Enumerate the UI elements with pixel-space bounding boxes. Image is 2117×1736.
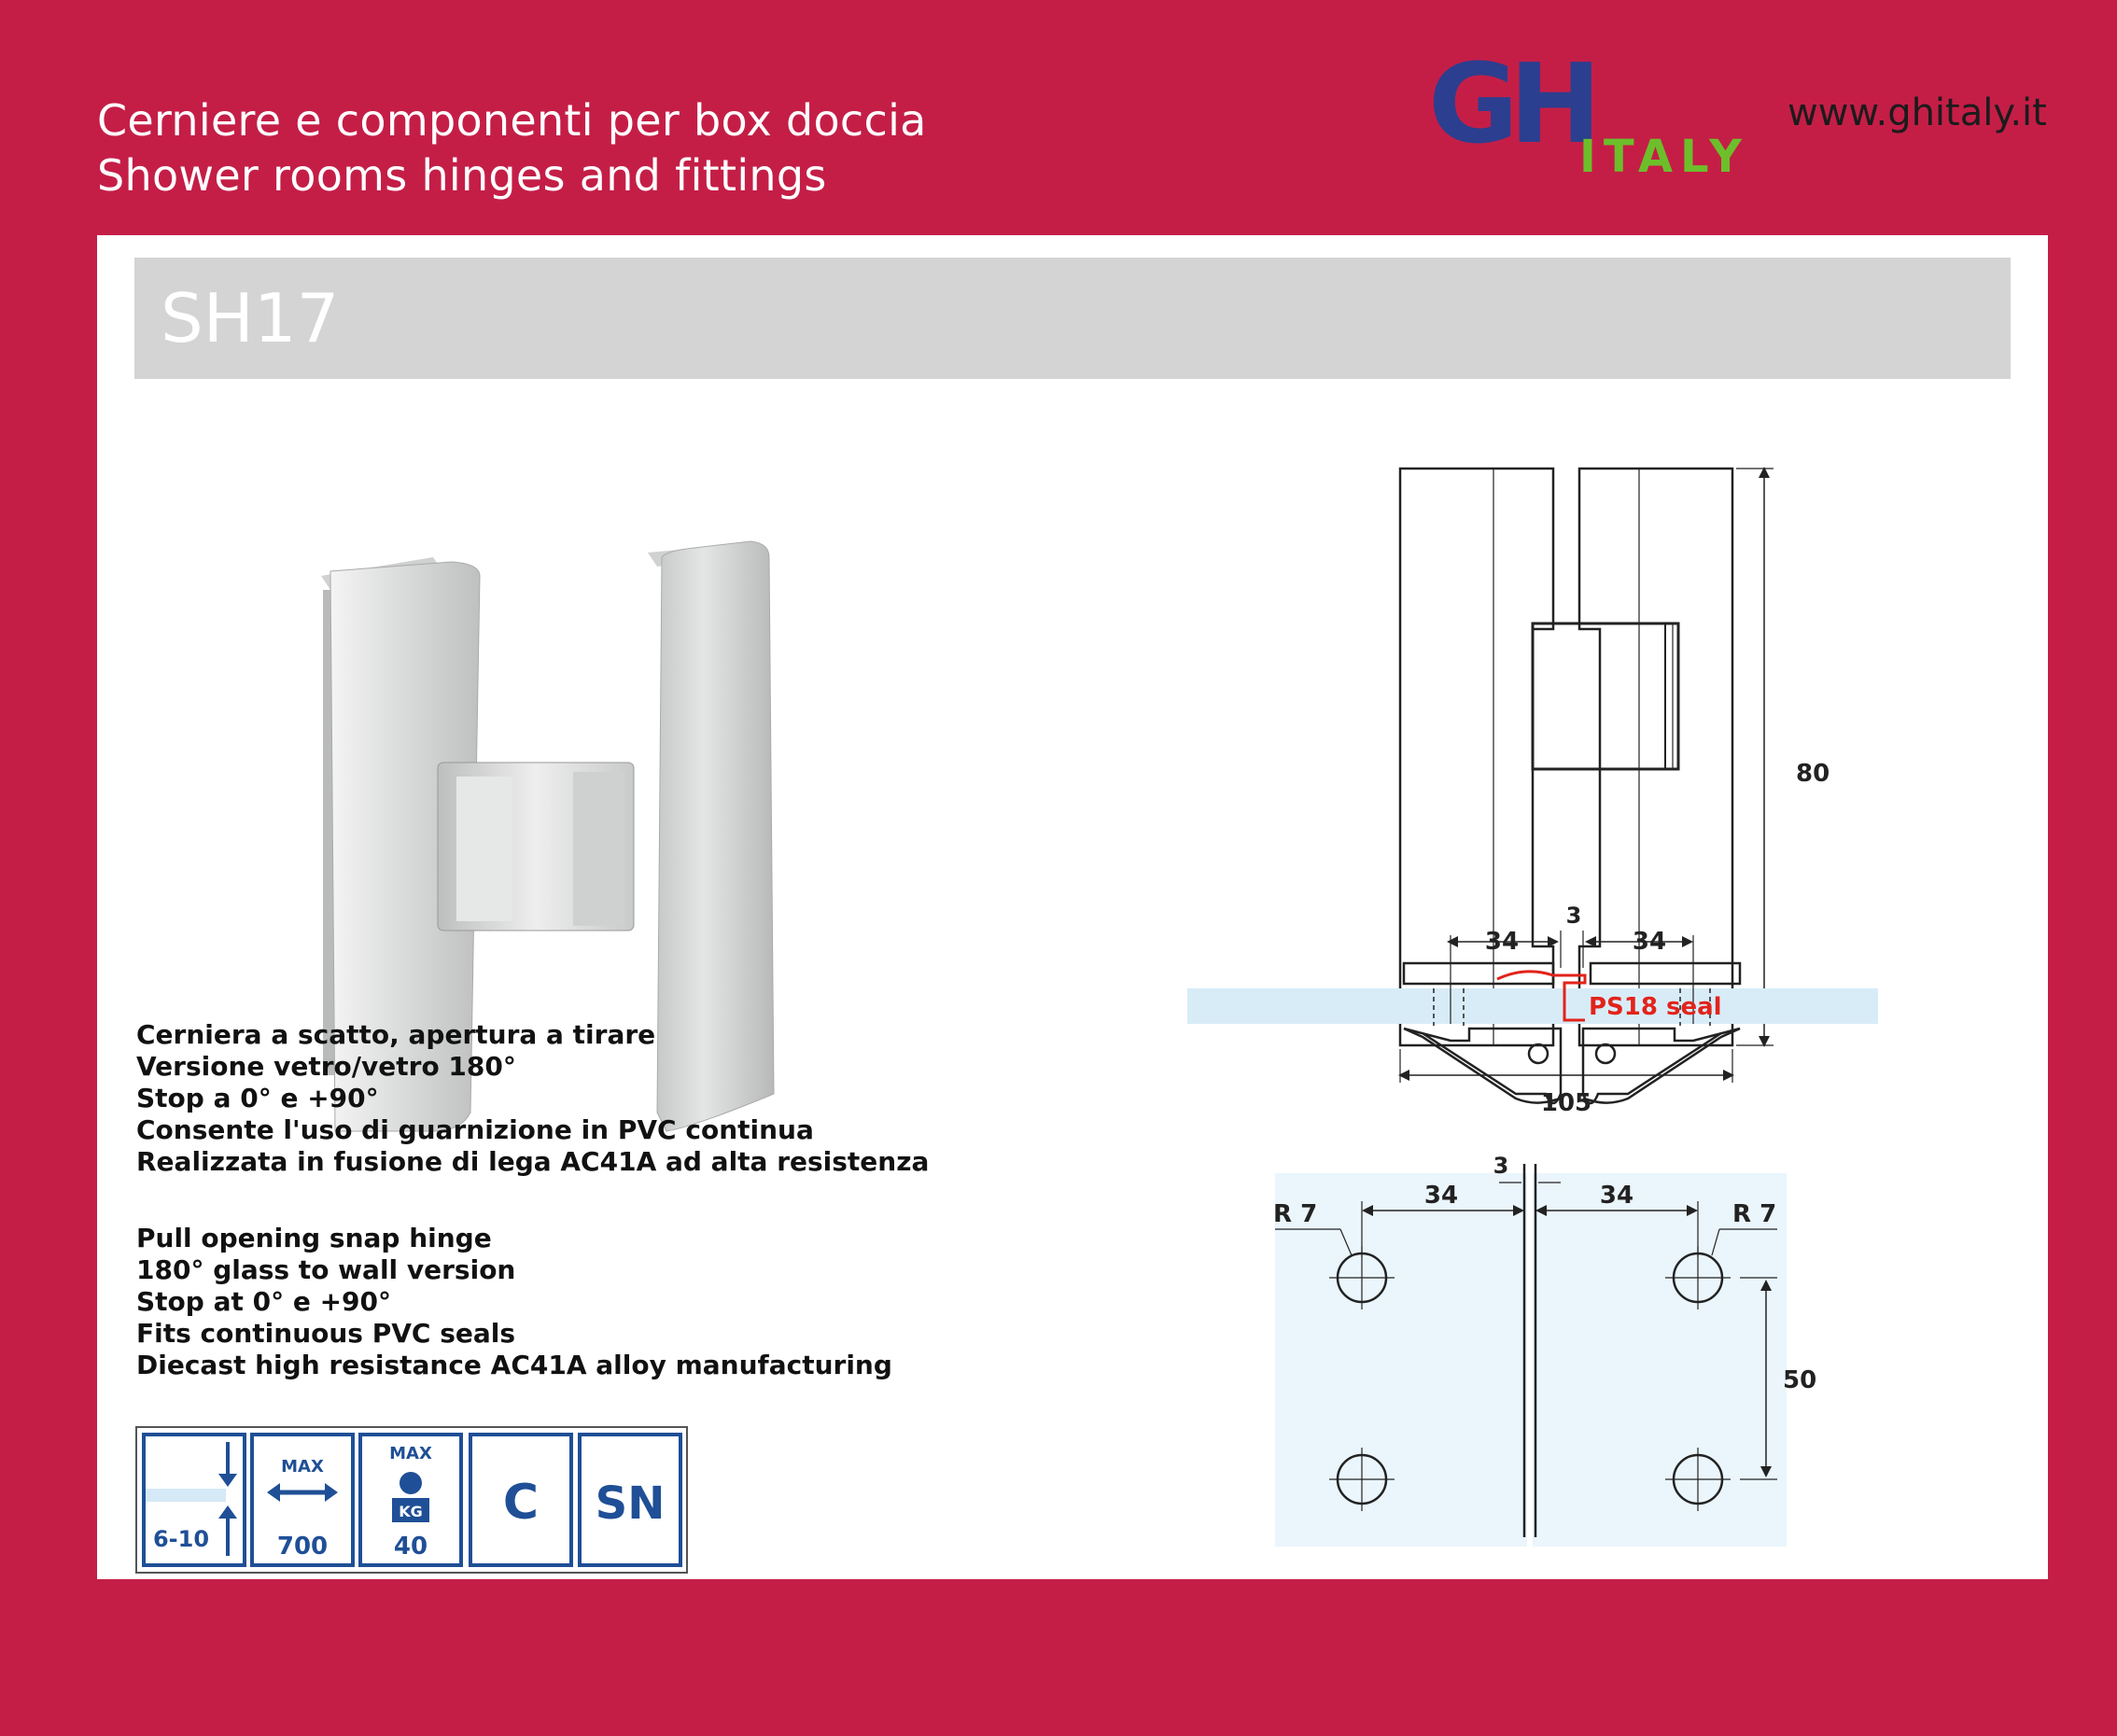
weight-unit: KG: [399, 1503, 423, 1520]
header-title-en: Shower rooms hinges and fittings: [97, 150, 827, 201]
desc-it-line: Cerniera a scatto, apertura a tirare: [136, 1019, 656, 1050]
finish-satin-nickel-icon: [580, 1435, 680, 1565]
description-italian: [136, 1019, 929, 1178]
desc-en-line: 180° glass to wall version: [136, 1254, 516, 1285]
website-link[interactable]: www.ghitaly.it: [1788, 91, 2047, 134]
logo-italy-text: ITALY: [1579, 131, 1749, 177]
hole-radius-right: R 7: [1732, 1200, 1777, 1228]
glass-thickness-value: 6-10: [152, 1526, 210, 1552]
seal-label: PS18 seal: [1589, 993, 1722, 1021]
product-code: SH17: [161, 279, 340, 357]
description-english: [136, 1223, 892, 1381]
dimension-width: 105: [1540, 1089, 1592, 1113]
max-width-label: MAX: [281, 1457, 324, 1477]
desc-en-line: Fits continuous PVC seals: [136, 1318, 516, 1349]
content-panel: [97, 235, 2048, 1579]
hole-dim-right: 34: [1599, 1182, 1634, 1210]
section-dim-left: 34: [1484, 928, 1520, 956]
desc-en-line: Diecast high resistance AC41A alloy manufacturing: [136, 1350, 892, 1380]
desc-it-line: Versione vetro/vetro 180°: [136, 1051, 516, 1082]
hole-radius-left: R 7: [1273, 1200, 1318, 1228]
desc-en-line: Stop at 0° e +90°: [136, 1286, 391, 1317]
product-title-bar: [134, 258, 2011, 379]
header-title-it: Cerniere e componenti per box doccia: [97, 95, 927, 146]
hole-dim-gap: 3: [1493, 1153, 1509, 1179]
spec-icons: [134, 1425, 694, 1575]
section-dim-gap: 3: [1565, 903, 1582, 929]
desc-it-line: Consente l'uso di guarnizione in PVC continua: [136, 1114, 814, 1145]
section-dim-right: 34: [1632, 928, 1667, 956]
max-weight-label: MAX: [389, 1444, 432, 1463]
hole-pattern-drawing: [1255, 1145, 2001, 1565]
hole-spacing: 50: [1783, 1366, 1817, 1394]
finish-sn-label: SN: [595, 1477, 666, 1530]
logo-gh-text: GH: [1428, 56, 1592, 168]
max-width-icon: [252, 1435, 353, 1565]
desc-it-line: Stop a 0° e +90°: [136, 1083, 379, 1113]
finish-chrome-icon: [470, 1435, 571, 1565]
max-weight-icon: [360, 1435, 461, 1565]
finish-c-label: C: [502, 1475, 540, 1531]
max-width-value: 700: [276, 1533, 329, 1561]
hole-dim-left: 34: [1423, 1182, 1459, 1210]
ghitaly-logo[interactable]: [1428, 56, 1764, 177]
glass-thickness-icon: [144, 1435, 245, 1565]
dimension-height: 80: [1796, 760, 1830, 788]
desc-it-line: Realizzata in fusione di lega AC41A ad alta resistenza: [136, 1146, 930, 1177]
desc-en-line: Pull opening snap hinge: [136, 1223, 492, 1253]
max-weight-value: 40: [393, 1533, 428, 1561]
